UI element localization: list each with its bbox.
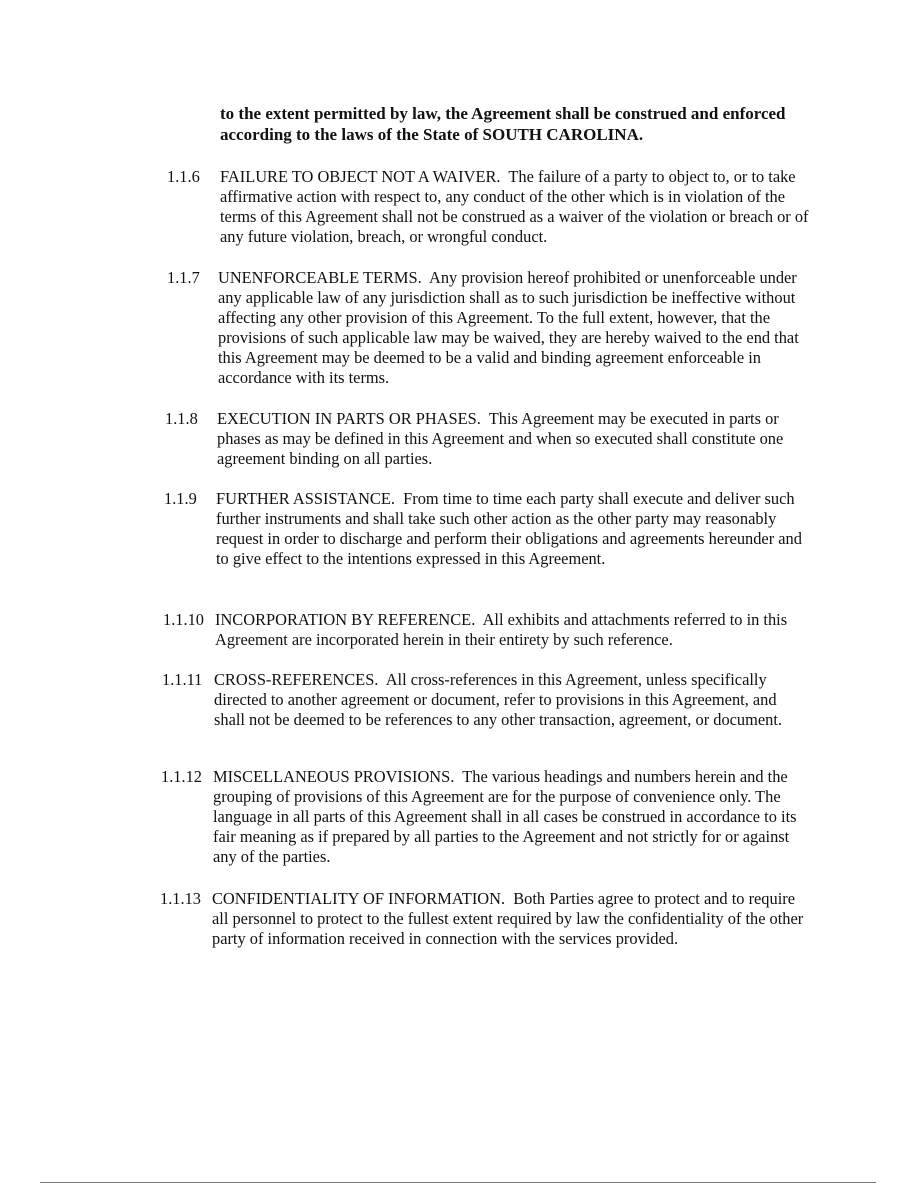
intro-paragraph: to the extent permitted by law, the Agreement shall be construed and enforced according to the laws of the State of SOUTH CAROLINA. [220, 104, 786, 144]
section-text: Both Parties agree to protect and to require all personnel to protect to the fullest extent required by law the confidentiality of the other party of information received in connection with the services provided. [212, 889, 804, 948]
section-body [218, 268, 817, 388]
section-number: 1.1.6 [167, 167, 200, 186]
footer-rule [40, 1182, 876, 1183]
section-body [215, 610, 811, 650]
section-number: 1.1.13 [160, 889, 201, 908]
section-number: 1.1.12 [161, 767, 202, 786]
section-heading: CROSS-REFERENCES. [214, 670, 379, 689]
section-number: 1.1.8 [165, 409, 198, 428]
section-heading: FURTHER ASSISTANCE. [216, 489, 395, 508]
section-text: All exhibits and attachments referred to in this Agreement are incorporated herein in their entirety by such reference. [215, 610, 788, 649]
section-body [213, 767, 809, 867]
section-body [216, 489, 814, 569]
section-number: 1.1.11 [162, 670, 203, 689]
section-number: 1.1.9 [164, 489, 197, 508]
section-heading: INCORPORATION BY REFERENCE. [215, 610, 476, 629]
section-number: 1.1.10 [163, 610, 204, 629]
section-heading: CONFIDENTIALITY OF INFORMATION. [212, 889, 506, 908]
section-heading: EXECUTION IN PARTS OR PHASES. [217, 409, 481, 428]
section-body [220, 167, 815, 247]
section-text: The various headings and numbers herein and the grouping of provisions of this Agreement are for the purpose of convenience only. The language in all parts of this Agreement shall in all cases be construed in accordance to its fair meaning as if prepared by all parties to the Agreement and not strictly for or against any of the parties. [213, 767, 797, 866]
section-text: All cross-references in this Agreement, unless specifically directed to another agreement or document, refer to provisions in this Agreement, and shall not be deemed to be references to any other transaction, agreement, or document. [214, 670, 782, 729]
section-heading: UNENFORCEABLE TERMS. [218, 268, 422, 287]
section-text: Any provision hereof prohibited or unenforceable under any applicable law of any jurisdiction shall as to such jurisdiction be ineffective without affecting any other provision of this Agreement. To the full extent, however, that the provisions of such applicable law may be waived, they are hereby waived to the end that this Agreement may be deemed to be a valid and binding agreement enforceable in accordance with its terms. [218, 268, 799, 387]
section-body [217, 409, 807, 469]
section-body [212, 889, 808, 949]
section-text: This Agreement may be executed in parts or phases as may be defined in this Agreement and when so executed shall constitute one agreement binding on all parties. [217, 409, 784, 468]
section-body [214, 670, 810, 730]
section-heading: FAILURE TO OBJECT NOT A WAIVER. [220, 167, 501, 186]
section-heading: MISCELLANEOUS PROVISIONS. [213, 767, 455, 786]
section-number: 1.1.7 [167, 268, 200, 287]
section-text: From time to time each party shall execute and deliver such further instruments and shall take such other action as the other party may reasonably request in order to discharge and perform their obligations and agreements hereunder and to give effect to the intentions expressed in this Agreement. [216, 489, 802, 568]
section-text: The failure of a party to object to, or to take affirmative action with respect to, any conduct of the other which is in violation of the terms of this Agreement shall not be construed as a waiver of the violation or breach or of any future violation, breach, or wrongful conduct. [220, 167, 809, 246]
